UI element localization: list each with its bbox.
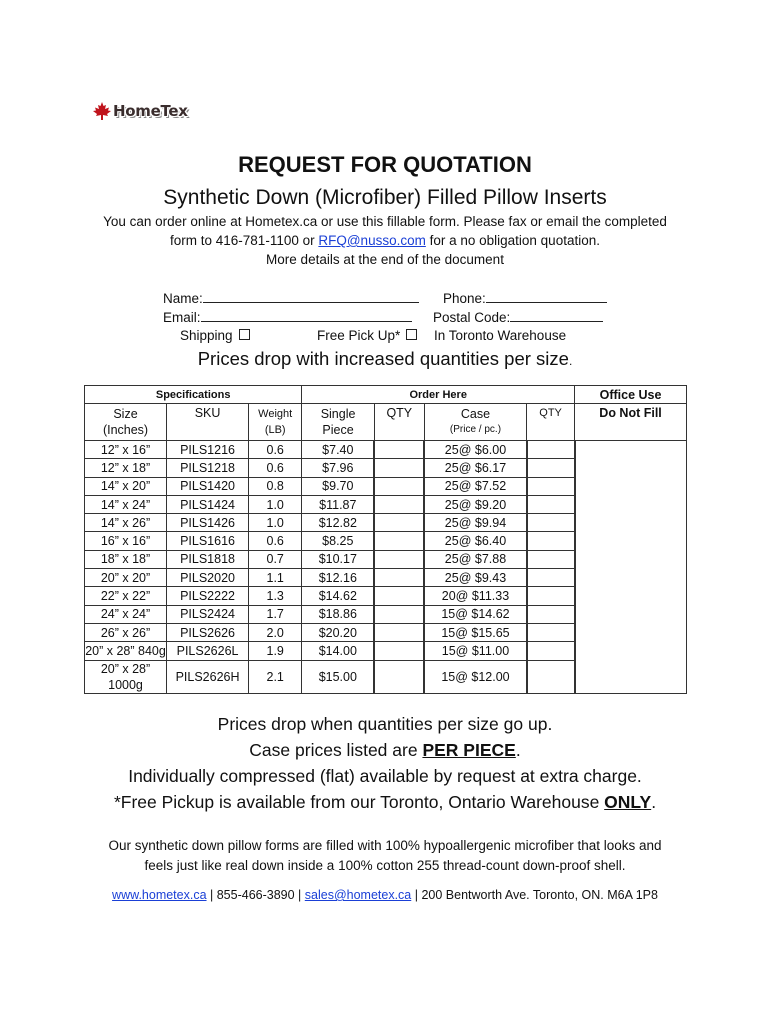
note-per-piece-prefix: Case prices listed are	[249, 740, 423, 760]
single-price-cell: $12.82	[302, 514, 374, 532]
qty-input-cell[interactable]	[374, 477, 424, 495]
hometex-logo	[92, 98, 188, 124]
size-cell: 20” x 28” 840g	[85, 642, 167, 660]
note-per-piece	[0, 740, 770, 761]
case-qty-input-cell[interactable]	[527, 532, 575, 550]
qty-input-cell[interactable]	[374, 495, 424, 513]
sku-cell: PILS2626	[167, 623, 249, 641]
single-piece-column-header: Single Piece	[302, 404, 374, 441]
note-free-pickup-suffix: .	[651, 792, 657, 812]
office-use-cell	[575, 569, 687, 587]
phone-field	[443, 290, 607, 306]
postal-field	[433, 309, 603, 325]
table-row	[85, 587, 687, 605]
sku-cell: PILS2424	[167, 605, 249, 623]
per-piece-emphasis: PER PIECE	[422, 740, 516, 760]
case-price-cell: 25@ $6.00	[424, 441, 526, 459]
size-cell: 16” x 16”	[85, 532, 167, 550]
qty-input-cell[interactable]	[374, 441, 424, 459]
specifications-header: Specifications	[85, 386, 302, 404]
maple-leaf-icon	[92, 101, 112, 121]
office-use-cell	[575, 441, 687, 459]
weight-cell: 1.7	[249, 605, 302, 623]
page-title: REQUEST FOR QUOTATION	[238, 152, 532, 177]
qty-input-cell[interactable]	[374, 587, 424, 605]
case-qty-input-cell[interactable]	[527, 660, 575, 693]
note-compressed: Individually compressed (flat) available by request at extra charge.	[128, 766, 642, 786]
case-qty-input-cell[interactable]	[527, 441, 575, 459]
size-cell: 24” x 24”	[85, 605, 167, 623]
table-row	[85, 477, 687, 495]
postal-label: Postal Code:	[433, 310, 511, 325]
qty-column-header: QTY	[374, 404, 424, 441]
office-use-cell	[575, 550, 687, 568]
price-drop-dot: .	[568, 354, 573, 368]
single-price-cell: $8.25	[302, 532, 374, 550]
sku-cell: PILS1616	[167, 532, 249, 550]
office-use-header: Office Use	[575, 386, 687, 404]
size-cell: 12” x 18”	[85, 459, 167, 477]
weight-cell: 0.7	[249, 550, 302, 568]
case-qty-input-cell[interactable]	[527, 623, 575, 641]
single-price-cell: $14.62	[302, 587, 374, 605]
shipping-label: Shipping	[180, 328, 233, 343]
qty-input-cell[interactable]	[374, 623, 424, 641]
qty-input-cell[interactable]	[374, 605, 424, 623]
price-drop-text: Prices drop with increased quantities per size	[197, 348, 569, 369]
table-row	[85, 495, 687, 513]
qty-input-cell[interactable]	[374, 514, 424, 532]
footer-phone: | 855-466-3890 |	[206, 888, 305, 902]
sales-email-link[interactable]: sales@hometex.ca	[304, 888, 412, 902]
case-price-cell: 25@ $6.40	[424, 532, 526, 550]
logo-text: HomeTex	[113, 102, 188, 120]
price-table	[84, 385, 687, 694]
note-free-pickup-prefix: *Free Pickup is available from our Toronto, Ontario Warehouse	[113, 792, 605, 812]
qty-input-cell[interactable]	[374, 569, 424, 587]
size-cell: 14” x 24”	[85, 495, 167, 513]
note-quantity: Prices drop when quantities per size go up.	[217, 714, 553, 734]
intro-line-2-prefix: form to 416-781-1100 or	[170, 233, 319, 248]
sku-cell: PILS2020	[167, 569, 249, 587]
sku-cell: PILS1818	[167, 550, 249, 568]
single-price-cell: $14.00	[302, 642, 374, 660]
only-emphasis: ONLY	[604, 792, 652, 812]
case-price-cell: 20@ $11.33	[424, 587, 526, 605]
case-qty-input-cell[interactable]	[527, 550, 575, 568]
sku-cell: PILS2626L	[167, 642, 249, 660]
case-price-cell: 25@ $9.43	[424, 569, 526, 587]
weight-cell: 0.6	[249, 441, 302, 459]
weight-cell: 1.0	[249, 514, 302, 532]
intro-line-3: More details at the end of the document	[266, 252, 504, 267]
table-row	[85, 459, 687, 477]
weight-cell: 2.0	[249, 623, 302, 641]
email-field	[163, 309, 412, 325]
footer-address: | 200 Bentworth Ave. Toronto, ON. M6A 1P8	[411, 888, 658, 902]
price-drop-heading	[0, 348, 770, 370]
email-input-line[interactable]	[201, 309, 412, 322]
table-row	[85, 605, 687, 623]
name-field	[163, 290, 419, 306]
table-row	[85, 660, 687, 693]
sku-cell: PILS1424	[167, 495, 249, 513]
office-use-cell	[575, 642, 687, 660]
single-price-cell: $7.96	[302, 459, 374, 477]
page-subtitle: Synthetic Down (Microfiber) Filled Pillow Inserts	[163, 186, 607, 209]
case-qty-input-cell[interactable]	[527, 514, 575, 532]
qty-input-cell[interactable]	[374, 660, 424, 693]
weight-cell: 1.1	[249, 569, 302, 587]
case-qty-input-cell[interactable]	[527, 569, 575, 587]
single-price-cell: $12.16	[302, 569, 374, 587]
table-row	[85, 441, 687, 459]
weight-cell: 0.6	[249, 459, 302, 477]
single-price-cell: $18.86	[302, 605, 374, 623]
phone-label: Phone:	[443, 291, 486, 306]
table-row	[85, 514, 687, 532]
sku-cell: PILS1216	[167, 441, 249, 459]
postal-input-line[interactable]	[510, 309, 603, 322]
sku-column-header: SKU	[167, 404, 249, 441]
intro-line-1: You can order online at Hometex.ca or use this fillable form. Please fax or email the completed	[103, 214, 667, 229]
table-row	[85, 532, 687, 550]
intro-line-2-suffix: for a no obligation quotation.	[425, 233, 600, 248]
size-cell: 22” x 22”	[85, 587, 167, 605]
size-cell: 14” x 20”	[85, 477, 167, 495]
name-label: Name:	[163, 291, 203, 306]
table-row	[85, 642, 687, 660]
weight-cell: 1.3	[249, 587, 302, 605]
single-price-cell: $20.20	[302, 623, 374, 641]
rfq-email-link[interactable]: RFQ@nusso.com	[318, 233, 426, 248]
case-price-cell: 25@ $7.88	[424, 550, 526, 568]
phone-input-line[interactable]	[486, 290, 607, 303]
table-row	[85, 569, 687, 587]
weight-cell: 1.9	[249, 642, 302, 660]
office-use-cell	[575, 459, 687, 477]
sku-cell: PILS1420	[167, 477, 249, 495]
description-line-2: feels just like real down inside a 100% cotton 255 thread-count down-proof shell.	[144, 858, 626, 873]
shipping-checkbox[interactable]	[239, 329, 250, 340]
sku-cell: PILS2222	[167, 587, 249, 605]
single-price-cell: $7.40	[302, 441, 374, 459]
size-column-header: Size (Inches)	[85, 404, 167, 441]
weight-cell: 1.0	[249, 495, 302, 513]
sku-cell: PILS2626H	[167, 660, 249, 693]
case-price-cell: 15@ $15.65	[424, 623, 526, 641]
size-cell: 12” x 16”	[85, 441, 167, 459]
case-qty-input-cell[interactable]	[527, 459, 575, 477]
weight-cell: 2.1	[249, 660, 302, 693]
size-cell: 26” x 26”	[85, 623, 167, 641]
qty-input-cell[interactable]	[374, 642, 424, 660]
table-row	[85, 550, 687, 568]
qty-input-cell[interactable]	[374, 550, 424, 568]
single-price-cell: $10.17	[302, 550, 374, 568]
case-qty-input-cell[interactable]	[527, 642, 575, 660]
qty-input-cell[interactable]	[374, 532, 424, 550]
website-link[interactable]: www.hometex.ca	[112, 888, 207, 902]
qty-input-cell[interactable]	[374, 459, 424, 477]
pickup-checkbox[interactable]	[406, 329, 417, 340]
table-row	[85, 623, 687, 641]
warehouse-label: In Toronto Warehouse	[434, 328, 567, 343]
office-use-cell	[575, 660, 687, 693]
order-here-header: Order Here	[302, 386, 575, 404]
note-free-pickup	[0, 792, 770, 813]
weight-column-header: Weight (LB)	[249, 404, 302, 441]
single-price-cell: $15.00	[302, 660, 374, 693]
case-price-cell: 15@ $14.62	[424, 605, 526, 623]
size-cell: 14” x 26”	[85, 514, 167, 532]
sku-cell: PILS1426	[167, 514, 249, 532]
office-use-cell	[575, 477, 687, 495]
office-use-cell	[575, 587, 687, 605]
email-label: Email:	[163, 310, 201, 325]
description-line-1: Our synthetic down pillow forms are filled with 100% hypoallergenic microfiber that looks and	[108, 838, 662, 853]
office-use-cell	[575, 623, 687, 641]
pickup-option	[317, 328, 417, 343]
single-price-cell: $11.87	[302, 495, 374, 513]
shipping-option	[180, 328, 250, 343]
case-price-cell: 25@ $6.17	[424, 459, 526, 477]
case-price-cell: 25@ $7.52	[424, 477, 526, 495]
case-column-header: Case (Price / pc.)	[424, 404, 526, 441]
case-price-cell: 15@ $12.00	[424, 660, 526, 693]
single-price-cell: $9.70	[302, 477, 374, 495]
intro-line-2	[0, 233, 770, 248]
office-do-not-fill: Do Not Fill	[575, 404, 687, 441]
office-use-cell	[575, 495, 687, 513]
case-qty-input-cell[interactable]	[527, 477, 575, 495]
qty2-column-header: QTY	[527, 404, 575, 441]
case-price-cell: 25@ $9.20	[424, 495, 526, 513]
case-price-cell: 15@ $11.00	[424, 642, 526, 660]
case-qty-input-cell[interactable]	[527, 605, 575, 623]
case-qty-input-cell[interactable]	[527, 587, 575, 605]
size-cell: 18” x 18”	[85, 550, 167, 568]
weight-cell: 0.8	[249, 477, 302, 495]
name-input-line[interactable]	[203, 290, 419, 303]
size-cell: 20” x 28” 1000g	[85, 660, 167, 693]
note-per-piece-suffix: .	[515, 740, 521, 760]
office-use-cell	[575, 514, 687, 532]
size-cell: 20” x 20”	[85, 569, 167, 587]
footer	[0, 888, 770, 902]
weight-cell: 0.6	[249, 532, 302, 550]
sku-cell: PILS1218	[167, 459, 249, 477]
office-use-cell	[575, 532, 687, 550]
case-qty-input-cell[interactable]	[527, 495, 575, 513]
office-use-cell	[575, 605, 687, 623]
pickup-label: Free Pick Up*	[317, 328, 401, 343]
case-price-cell: 25@ $9.94	[424, 514, 526, 532]
